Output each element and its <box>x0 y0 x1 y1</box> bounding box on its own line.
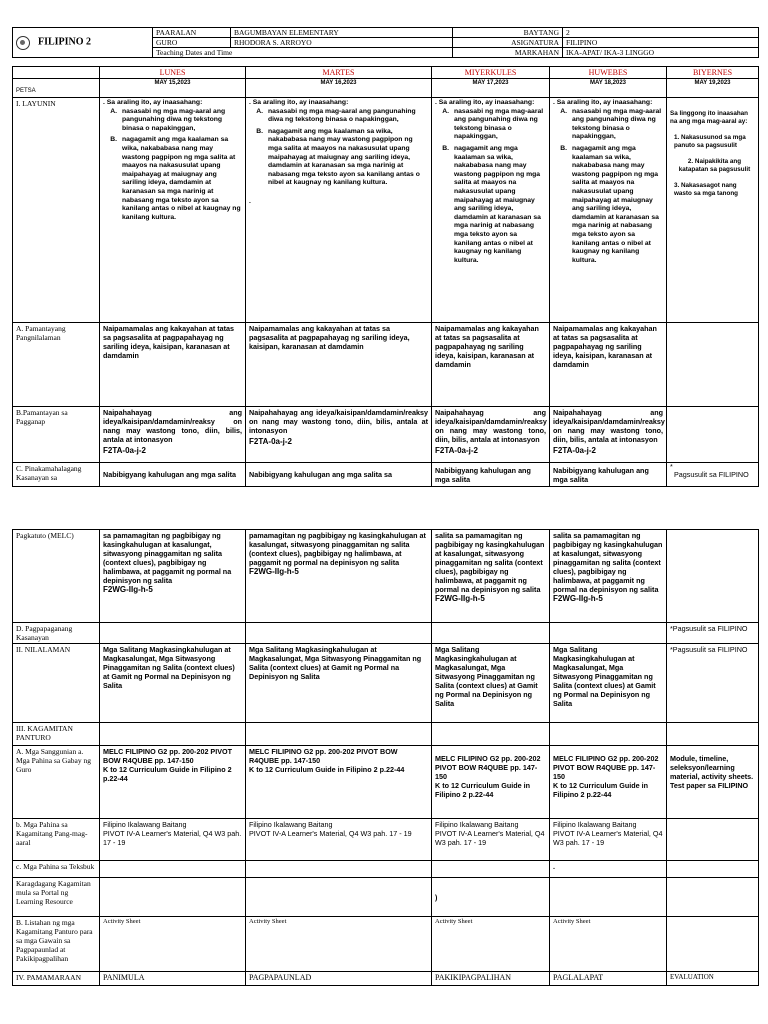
nilalaman-friday: *Pagsusulit sa FILIPINO <box>667 644 759 723</box>
subject-value: FILIPINO <box>563 38 759 48</box>
list-letter: A. <box>110 107 117 115</box>
melc-code: F2WG-IIg-h-5 <box>103 585 153 594</box>
sanggunian-b: K to 12 Curriculum Guide in Filipino 2 p.22-44 <box>249 765 405 774</box>
melc-wednesday-part1: Nabibigyang kahulugan ang mga salita <box>432 463 550 487</box>
subject-title: FILIPINO 2 <box>38 36 92 48</box>
layunin-tuesday <box>246 98 432 323</box>
date-friday: MAY 19,2023 <box>667 79 759 98</box>
teksbuk-friday <box>667 861 759 878</box>
pahina-b: PIVOT IV-A Learner's Material, Q4 W3 pah. 17 - 19 <box>553 829 663 847</box>
list-item <box>435 108 546 142</box>
pangnilalaman-thursday: Naipamamalas ang kakayahan at tatas sa pagsasalita at pagpapahayag ng sariling ideya, kaisipan, karanasan at damdamin <box>550 323 667 407</box>
sanggunian-b: K to 12 Curriculum Guide in Filipino 2 p.22-44 <box>103 765 232 783</box>
sanggunian-friday: Module, timeline, seleksyon/learning material, activity sheets. Test paper sa FILIPINO <box>667 746 759 819</box>
layunin-list <box>435 108 546 266</box>
melc-text: salita sa pamamagitan ng pagbibigay ng kasingkahulugan at kasalungat, sitwasyong pinaggamitan ng salita (context clues), pagbibigay ng halimbawa, at paggamit ng pormal na depinisyon ng salita <box>435 531 545 594</box>
pahina-a: Filipino Ikalawang Baitang <box>553 820 637 829</box>
sanggunian-label: A. Mga Sanggunian a. Mga Pahina sa Gabay ng Guro <box>13 746 100 819</box>
list-item <box>553 145 663 265</box>
list-item <box>103 136 242 222</box>
day-wednesday: MIYERKULES <box>432 67 550 79</box>
list-letter: A. <box>560 107 567 115</box>
karagdagang-label: Karagdagang Kagamitan mula sa Portal ng Learning Resource <box>13 878 100 917</box>
pamantayang-pangnilalaman-label: A. Pamantayang Pangnilalaman <box>13 323 100 407</box>
karagdagang-tuesday <box>246 878 432 917</box>
pahina-a: Filipino Ikalawang Baitang <box>249 820 333 829</box>
friday-pagsusulit: Pagsusulit sa FILIPINO <box>674 470 749 479</box>
list-item <box>553 108 663 142</box>
lesson-plan-main-table <box>12 66 759 487</box>
layunin-wednesday <box>432 98 550 323</box>
list-letter: B. <box>110 136 117 144</box>
date-thursday: MAY 18,2023 <box>550 79 667 98</box>
list-item <box>103 108 242 134</box>
melc-tuesday-cont <box>246 530 432 623</box>
pamamaraan-label: IV. PAMAMARAAN <box>13 972 100 986</box>
teacher-value: RHODORA S. ARROYO <box>231 38 453 48</box>
layunin-list <box>103 108 242 223</box>
pahina-tuesday <box>246 819 432 861</box>
melc-label-cont: Pagkatuto (MELC) <box>13 530 100 623</box>
pahina-b: PIVOT IV-A Learner's Material, Q4 W3 pah. 17 - 19 <box>249 829 412 838</box>
teacher-label: GURO <box>153 38 231 48</box>
list-letter: B. <box>560 144 567 152</box>
list-item <box>249 108 428 125</box>
activity-tuesday: Activity Sheet <box>246 917 432 972</box>
pahina-friday <box>667 819 759 861</box>
pahina-b: PIVOT IV-A Learner's Material, Q4 W3 pah. 17 - 19 <box>103 829 242 847</box>
nilalaman-label: II. NILALAMAN <box>13 644 100 723</box>
list-item <box>435 145 546 265</box>
melc-thursday-cont <box>550 530 667 623</box>
activity-friday <box>667 917 759 972</box>
nilalaman-thursday: Mga Salitang Magkasingkahulugan at Magkasalungat, Mga Sitwasyong Pinaggamitan ng Salita (context clues) at Gamit ng Pormal na Depinisyon ng Salita <box>550 644 667 723</box>
day-thursday: HUWEBES <box>550 67 667 79</box>
list-letter: B. <box>256 127 263 135</box>
pinakamahalaga-label: C. Pinakamahalagang Kasanayan sa <box>13 463 100 487</box>
pagpapaganang-label: D. Pagpapaganang Kasanayan <box>13 623 100 644</box>
pagganap-code: F2TA-0a-j-2 <box>249 437 292 446</box>
pagganap-code: F2TA-0a-j-2 <box>553 446 596 455</box>
pahina-wednesday <box>432 819 550 861</box>
layunin-intro: . Sa araling ito, ay inaasahang: <box>249 99 349 106</box>
date-monday: MAY 15,2023 <box>100 79 246 98</box>
pahina-b: PIVOT IV-A Learner's Material, Q4 W3 pah. 17 - 19 <box>435 829 545 847</box>
list-letter: B. <box>442 144 449 152</box>
friday-goal-2: 2. Naipakikita ang katapatan sa pagsusulit <box>678 158 751 173</box>
teksbuk-tuesday <box>246 861 432 878</box>
sanggunian-a: MELC FILIPINO G2 pp. 200-202 PIVOT BOW R4QUBE pp. 147-150 <box>435 754 541 781</box>
layunin-b: nagagamit ang mga kaalaman sa wika, nakababasa nang may wastong pagpipon ng mga salita at maayos na nakasusulat upang maipahayag at maiugnay ang sariling ideya, damdamin at karanasan sa mga narinig at nabasang mga teksto ayon sa kanilang antas o nibel at kaugnay ng kanilang kultura. <box>572 144 659 264</box>
date-tuesday: MAY 16,2023 <box>246 79 432 98</box>
list-item <box>249 128 428 188</box>
nilalaman-wednesday: Mga Salitang Magkasingkahulugan at Magkasalungat, Mga Sitwasyong Pinaggamitan ng Salita (context clues) at Gamit ng Pormal na Depinisyon ng Salita <box>432 644 550 723</box>
subject-title-cell <box>13 28 153 58</box>
friday-intro: Sa linggong ito inaasahan na ang mga mag-aaral ay: <box>670 110 749 125</box>
pamamaraan-friday: EVALUATION <box>667 972 759 986</box>
pagganap-friday <box>667 407 759 463</box>
layunin-a: nasasabi ng mga mag-aaral ang pangunahing diwa ng tekstong binasa o napakinggan, <box>122 107 226 132</box>
layunin-b: nagagamit ang mga kaalaman sa wika, nakababasa nang may wastong pagpipon ng mga salita at maayos na nakasusulat upang maipahayag at maiugnay ang sariling ideya, damdamin at karanasan sa mga narinig at nabasang mga teksto ayon sa kanilang antas o nibel at kaugnay ng kanilang kultura. <box>454 144 541 264</box>
melc-code: F2WG-IIg-h-5 <box>553 594 603 603</box>
activity-thursday: Activity Sheet <box>550 917 667 972</box>
pahina-a: Filipino Ikalawang Baitang <box>103 820 187 829</box>
lesson-plan-header-table <box>12 27 759 58</box>
pamamaraan-thursday: PAGLALAPAT <box>550 972 667 986</box>
layunin-list <box>249 108 428 188</box>
pagganap-text: Naipahahayag ang ideya/kaisipan/damdamin/reaksy on nang may wastong tono, diin, bilis, antala at intonasyon <box>103 408 242 444</box>
sanggunian-a: MELC FILIPINO G2 pp. 200-202 PIVOT BOW R4QUBE pp. 147-150 <box>103 747 233 765</box>
sanggunian-wednesday <box>432 746 550 819</box>
teksbuk-wednesday <box>432 861 550 878</box>
grade-value: 2 <box>563 28 759 38</box>
melc-tuesday-part1: Nabibigyang kahulugan ang mga salita sa <box>246 463 432 487</box>
pahina-a: Filipino Ikalawang Baitang <box>435 820 519 829</box>
date-wednesday: MAY 17,2023 <box>432 79 550 98</box>
pagpapaganang-monday <box>100 623 246 644</box>
sanggunian-monday <box>100 746 246 819</box>
teksbuk-monday <box>100 861 246 878</box>
pagganap-text: Naipahahayag ang ideya/kaisipan/damdamin/reaksy on nang may wastong tono, diin, bilis, antala at intonasyon <box>249 408 428 435</box>
petsa-text: PETSA <box>16 88 36 94</box>
melc-wednesday-cont <box>432 530 550 623</box>
melc-friday-part1 <box>667 463 759 487</box>
time-label: Teaching Dates and Time <box>153 48 453 58</box>
kagamitan-label: III. KAGAMITAN PANTURO <box>13 723 100 746</box>
karagdagang-friday <box>667 878 759 917</box>
activity-wednesday: Activity Sheet <box>432 917 550 972</box>
melc-code: F2WG-IIg-h-5 <box>249 567 299 576</box>
sanggunian-a: MELC FILIPINO G2 pp. 200-202 PIVOT BOW R4QUBE pp. 147-150 <box>249 747 398 765</box>
iba-pang-label: B. Listahan ng mga Kagamitang Panturo para sa mga Gawain sa Pagpapaunlad at Pakikipagpalihan <box>13 917 100 972</box>
melc-thursday-part1: Nabibigyang kahulugan ang mga salita <box>550 463 667 487</box>
layunin-list <box>553 108 663 266</box>
pagganap-text: Naipahahayag ang ideya/kaisipan/damdamin/reaksy on nang may wastong tono, diin, bilis, antala at intonasyon <box>553 408 665 444</box>
pangnilalaman-tuesday: Naipamamalas ang kakayahan at tatas sa pagsasalita at pagpapahayag ng sariling ideya, kaisipan, karanasan at damdamin <box>246 323 432 407</box>
melc-code: F2WG-IIg-h-5 <box>435 594 485 603</box>
day-tuesday: MARTES <box>246 67 432 79</box>
melc-text: pamamagitan ng pagbibigay ng kasingkahulugan at kasalungat, sitwasyong pinaggamitan ng salita (context clues), pagbibigay ng halimbawa, at paggamit ng pormal na depinisyon ng salita <box>249 531 426 567</box>
layunin-b: nagagamit ang mga kaalaman sa wika, nakababasa nang may wastong pagpipon ng mga salita at maayos na nakasusulat upang maipahayag at maiugnay ang sariling ideya, damdamin at karanasan sa mga narinig at nabasang mga teksto ayon sa kanilang antas o nibel at kaugnay ng kanilang kultura. <box>122 136 241 221</box>
friday-star: * <box>670 462 673 471</box>
quarter-label: MARKAHAN <box>453 48 563 58</box>
karagdagang-thursday <box>550 878 667 917</box>
kagamitan-tuesday <box>246 723 432 746</box>
nilalaman-monday: Mga Salitang Magkasingkahulugan at Magkasalungat, Mga Sitwasyong Pinaggamitan ng Salita (context clues) at Gamit ng Pormal na Depinisyon ng Salita <box>100 644 246 723</box>
melc-monday-part1: Nabibigyang kahulugan ang mga salita <box>100 463 246 487</box>
sanggunian-tuesday <box>246 746 432 819</box>
sanggunian-thursday <box>550 746 667 819</box>
grade-label: BAYTANG <box>453 28 563 38</box>
deped-logo-icon <box>16 36 30 50</box>
layunin-monday <box>100 98 246 323</box>
layunin-friday <box>667 98 759 323</box>
pangnilalaman-monday: Naipamamalas ang kakayahan at tatas sa pagsasalita at pagpapahayag ng sariling ideya, kaisipan, karanasan at damdamin <box>100 323 246 407</box>
layunin-thursday <box>550 98 667 323</box>
karagdagang-monday <box>100 878 246 917</box>
layunin-b: nagagamit ang mga kaalaman sa wika, nakababasa nang may wastong pagpipon ng mga salita at maayos na nakasusulat upang maipahayag at maiugnay ang sariling ideya, damdamin at karanasan sa mga narinig at nabasang mga teksto ayon sa kanilang antas o nibel at kaugnay ng kanilang kultura. <box>268 127 420 187</box>
pamamaraan-wednesday: PAKIKIPAGPALIHAN <box>432 972 550 986</box>
layunin-intro: . Sa araling ito, ay inaasahang: <box>553 99 653 106</box>
list-letter: A. <box>442 107 449 115</box>
petsa-label <box>13 79 100 98</box>
karagdagang-wednesday: ) <box>432 878 550 917</box>
layunin-dot: . <box>249 197 251 205</box>
melc-friday-cont <box>667 530 759 623</box>
kagamitan-monday <box>100 723 246 746</box>
list-letter: A. <box>256 107 263 115</box>
nilalaman-tuesday: Mga Salitang Magkasingkahulugan at Magkasalungat, Mga Sitwasyong Pinaggamitan ng Salita (context clues) at Gamit ng Pormal na Depinisyon ng Salita <box>246 644 432 723</box>
melc-text: salita sa pamamagitan ng pagbibigay ng kasingkahulugan at kasalungat, sitwasyong pinaggamitan ng salita (context clues), pagbibigay ng halimbawa, at paggamit ng pormal na depinisyon ng salita <box>553 531 663 594</box>
day-friday: BIYERNES <box>667 67 759 79</box>
day-monday: LUNES <box>100 67 246 79</box>
pagganap-monday <box>100 407 246 463</box>
friday-goal-3: 3. Nakasasagot nang wasto sa mga tanong <box>674 182 739 197</box>
teksbuk-thursday: . <box>550 861 667 878</box>
kagamitan-wednesday <box>432 723 550 746</box>
friday-goal-1: 1. Nakasusunod sa mga panuto sa pagsusulit <box>674 134 746 149</box>
pahina-monday <box>100 819 246 861</box>
layunin-a: nasasabi ng mga mag-aaral ang pangunahing diwa ng tekstong binasa o napakinggan, <box>572 107 662 141</box>
layunin-intro: . Sa araling ito, ay inaasahang: <box>103 99 203 106</box>
pagpapaganang-thursday <box>550 623 667 644</box>
lesson-plan-continuation-table <box>12 529 759 986</box>
pamamaraan-monday: PANIMULA <box>100 972 246 986</box>
pangnilalaman-friday <box>667 323 759 407</box>
melc-text: sa pamamagitan ng pagbibigay ng kasingkahulugan at kasalungat, sitwasyong pinaggamitan ng salita (context clues), pagbibigay ng halimbawa, at paggamit ng pormal na depinisyon ng salita <box>103 531 232 585</box>
school-value: BAGUMBAYAN ELEMENTARY <box>231 28 453 38</box>
school-label: PAARALAN <box>153 28 231 38</box>
subject-label: ASIGNATURA <box>453 38 563 48</box>
activity-monday: Activity Sheet <box>100 917 246 972</box>
pagganap-wednesday <box>432 407 550 463</box>
pagpapaganang-wednesday <box>432 623 550 644</box>
pamantayan-pagganap-label: B.Pamantayan sa Pagganap <box>13 407 100 463</box>
sanggunian-b: K to 12 Curriculum Guide in Filipino 2 p.22-44 <box>553 781 649 799</box>
pamamaraan-tuesday: PAGPAPAUNLAD <box>246 972 432 986</box>
layunin-label: I. LAYUNIN <box>13 98 100 323</box>
pagganap-code: F2TA-0a-j-2 <box>103 446 146 455</box>
layunin-intro: . Sa araling ito, ay inaasahang: <box>435 99 535 106</box>
pangnilalaman-wednesday: Naipamamalas ang kakayahan at tatas sa pagsasalita at pagpapahayag ng sariling ideya, kaisipan, karanasan at damdamin <box>432 323 550 407</box>
quarter-value: IKA-APAT/ IKA-3 LINGGO <box>563 48 759 58</box>
layunin-a: nasasabi ng mga mag-aaral ang pangunahing diwa ng tekstong binasa o napakinggan, <box>454 107 544 141</box>
teksbuk-label: c. Mga Pahina sa Teksbuk <box>13 861 100 878</box>
kagamitan-thursday <box>550 723 667 746</box>
melc-monday-cont <box>100 530 246 623</box>
pagganap-thursday <box>550 407 667 463</box>
pagganap-tuesday <box>246 407 432 463</box>
layunin-a: nasasabi ng mga mag-aaral ang pangunahing diwa ng tekstong binasa o napakinggan, <box>268 107 416 124</box>
pagpapaganang-tuesday <box>246 623 432 644</box>
kagamitan-friday <box>667 723 759 746</box>
pagpapaganang-friday: *Pagsusulit sa FILIPINO <box>667 623 759 644</box>
pahina-kagamitan-label: b. Mga Pahina sa Kagamitang Pang-mag-aaral <box>13 819 100 861</box>
pahina-thursday <box>550 819 667 861</box>
sanggunian-b: K to 12 Curriculum Guide in Filipino 2 p.22-44 <box>435 781 531 799</box>
pagganap-text: Naipahahayag ang ideya/kaisipan/damdamin/reaksy on nang may wastong tono, diin, bilis, antala at intonasyon <box>435 408 547 444</box>
corner-cell <box>13 67 100 79</box>
pagganap-code: F2TA-0a-j-2 <box>435 446 478 455</box>
sanggunian-a: MELC FILIPINO G2 pp. 200-202 PIVOT BOW R4QUBE pp. 147-150 <box>553 754 659 781</box>
